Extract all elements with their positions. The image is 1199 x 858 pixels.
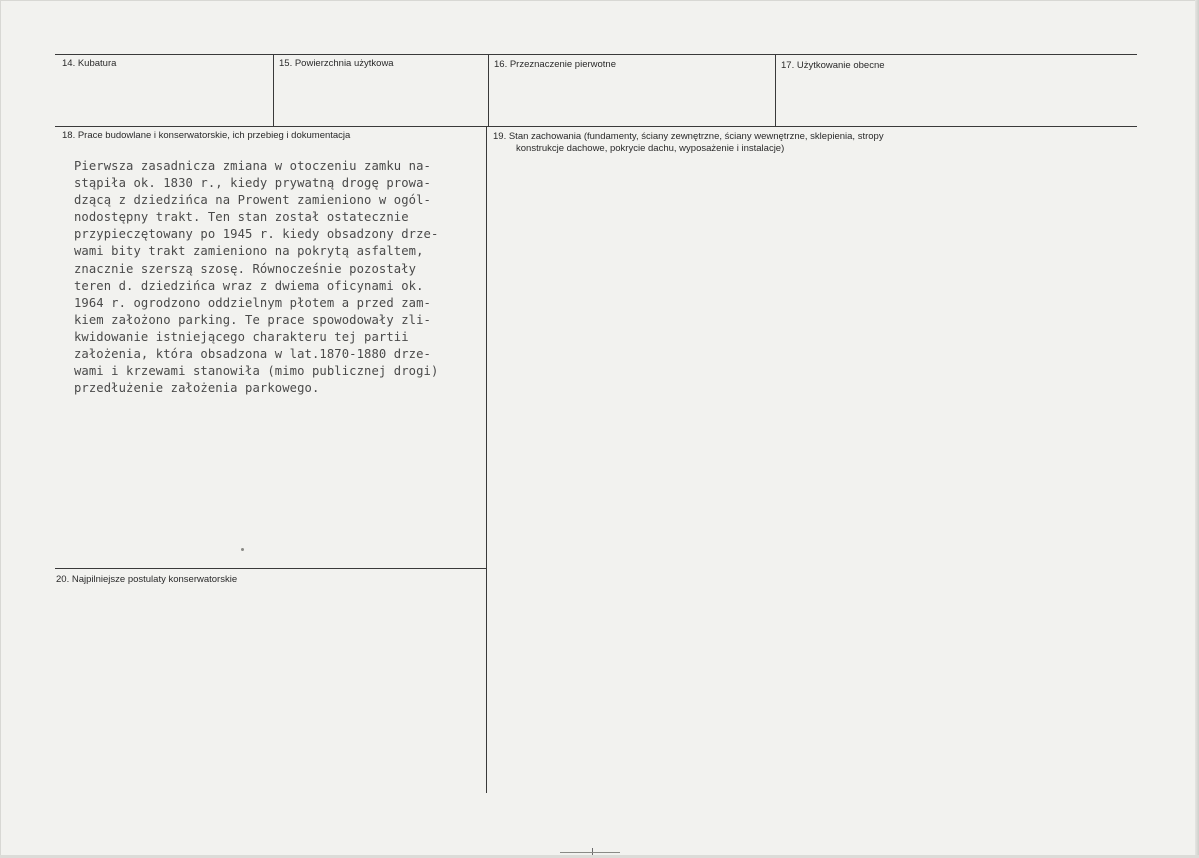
field-15-label: 15. Powierzchnia użytkowa bbox=[279, 58, 394, 69]
typed-line: 1964 r. ogrodzono oddzielnym płotem a przed zam- bbox=[74, 295, 431, 310]
row-divider-2 bbox=[55, 568, 487, 569]
typed-line: przedłużenie założenia parkowego. bbox=[74, 381, 320, 396]
typed-line: dzącą z dziedzińca na Prowent zamieniono w ogól- bbox=[74, 193, 431, 208]
col-divider-14-15 bbox=[273, 54, 274, 126]
typed-line: przypieczętowany po 1945 r. kiedy obsadzony drze- bbox=[74, 227, 439, 242]
typed-line: wami i krzewami stanowiła (mimo publicznej drogi) bbox=[74, 364, 439, 379]
typed-line: wami bity trakt zamieniono na pokrytą asfaltem, bbox=[74, 244, 424, 259]
field-16-label: 16. Przeznaczenie pierwotne bbox=[494, 59, 616, 70]
typed-line: Pierwsza zasadnicza zmiana w otoczeniu zamku na- bbox=[74, 159, 431, 173]
typed-line: znacznie szerszą szosę. Równocześnie pozostały bbox=[74, 261, 417, 276]
col-divider-16-17 bbox=[775, 54, 776, 126]
field-19-label-line1: 19. Stan zachowania (fundamenty, ściany zewnętrzne, ściany wewnętrzne, sklepienia, stropy bbox=[493, 131, 884, 142]
field-18-typed-text bbox=[74, 158, 494, 397]
field-18-label: 18. Prace budowlane i konserwatorskie, ich przebieg i dokumentacja bbox=[62, 130, 351, 141]
bottom-edge-mark bbox=[560, 852, 620, 853]
col-divider-15-16 bbox=[488, 54, 489, 126]
typed-line: kiem założono parking. Te prace spowodowały zli- bbox=[74, 312, 431, 327]
typed-line: teren d. dziedzińca wraz z dwiema oficynami ok. bbox=[74, 278, 424, 293]
field-14-label: 14. Kubatura bbox=[62, 58, 117, 69]
typed-line: nodostępny trakt. Ten stan został ostatecznie bbox=[74, 210, 409, 225]
typed-line: założenia, która obsadzona w lat.1870-1880 drze- bbox=[74, 347, 431, 362]
top-rule bbox=[55, 54, 1137, 55]
field-17-label: 17. Użytkowanie obecne bbox=[781, 60, 885, 71]
row-divider-1 bbox=[55, 126, 1137, 127]
field-20-label: 20. Najpilniejsze postulaty konserwatorskie bbox=[56, 574, 238, 585]
typed-line: kwidowanie istniejącego charakteru tej partii bbox=[74, 329, 409, 344]
card-right-edge bbox=[1195, 0, 1199, 858]
field-19-label-line2: konstrukcje dachowe, pokrycie dachu, wyposażenie i instalacje) bbox=[516, 143, 785, 154]
speck bbox=[241, 548, 244, 551]
typed-line: stąpiła ok. 1830 r., kiedy prywatną drogę prowa- bbox=[74, 176, 431, 191]
